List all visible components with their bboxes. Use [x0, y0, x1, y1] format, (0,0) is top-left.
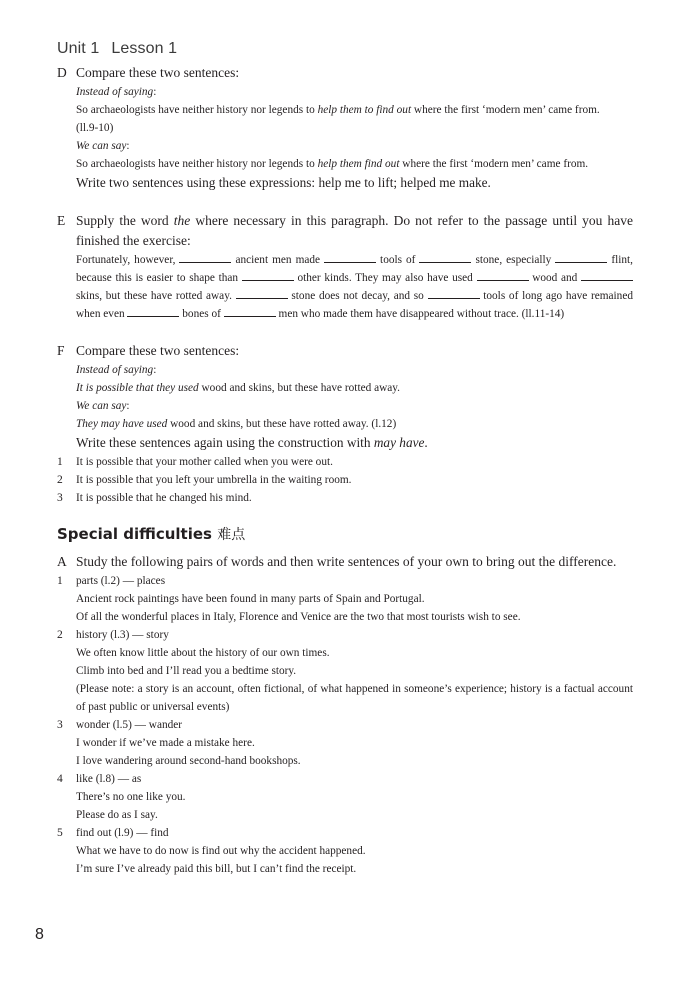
example-line: Of all the wonderful places in Italy, Florence and Venice are the two that most tourists wish to see. [76, 611, 521, 623]
exercise-heading: Compare these two sentences: [76, 65, 240, 80]
fill-in-blank[interactable] [555, 252, 607, 263]
example-sentence-2: So archaeologists have neither history nor legends to help them find out where the first ‘modern men’ came from. [76, 158, 589, 170]
example-line: There’s no one like you. [76, 791, 186, 803]
example-line: Please do as I say. [76, 809, 158, 821]
paragraph-text: skins, but these have rotted away. [76, 290, 236, 302]
paragraph-text: Fortunately, however, [76, 254, 180, 266]
fill-in-paragraph [57, 251, 633, 323]
word-pair-item [57, 626, 633, 716]
fill-in-blank[interactable] [242, 270, 294, 281]
example-line: I wonder if we’ve made a mistake here. [76, 737, 255, 749]
word-pair-item [57, 824, 633, 878]
exercise-instruction: Write these sentences again using the construction with may have. [76, 435, 428, 450]
paragraph-text: bones of [179, 308, 224, 320]
we-can-say: We can say: [76, 140, 130, 152]
paragraph-text: men who made them have disappeared without trace. (ll.11-14) [275, 308, 565, 320]
line-reference: (ll.9-10) [76, 122, 114, 134]
example-sentence-1: It is possible that they used wood and skins, but these have rotted away. [76, 382, 400, 394]
lesson-label: Lesson 1 [111, 40, 178, 57]
item-number: 3 [57, 492, 63, 504]
note: (Please note: a story is an account, often fictional, of what happened in someone’s experience; history is a factual account of past public or universal events) [76, 683, 633, 713]
fill-in-blank[interactable] [419, 252, 471, 263]
fill-in-blank[interactable] [428, 288, 480, 299]
word-pair: parts (l.2) — places [76, 575, 166, 587]
example-line: I love wandering around second-hand bookshops. [76, 755, 301, 767]
item-number: 5 [57, 827, 63, 839]
page-number: 8 [35, 926, 44, 943]
textbook-page [57, 38, 633, 878]
section-title: Special difficulties 难点 [57, 525, 246, 543]
exercise-d [57, 63, 633, 193]
exercise-f [57, 341, 633, 507]
section-title-chinese: 难点 [217, 527, 246, 543]
exercise-label: D [57, 65, 67, 80]
exercise-instruction: Study the following pairs of words and then write sentences of your own to bring out the difference. [76, 554, 617, 569]
exercise-heading: Compare these two sentences: [76, 343, 240, 358]
item-text: It is possible that you left your umbrella in the waiting room. [76, 474, 352, 486]
example-line: I’m sure I’ve already paid this bill, but I can’t find the receipt. [76, 863, 357, 875]
running-header [57, 38, 633, 60]
paragraph-text: ancient men made [231, 254, 325, 266]
word-pair-item [57, 770, 633, 824]
paragraph-text: stone does not decay, and so [287, 290, 428, 302]
word-pair: find out (l.9) — find [76, 827, 169, 839]
paragraph-text: other kinds. They may also have used [293, 272, 477, 284]
exercise-label: F [57, 343, 65, 358]
word-pair: history (l.3) — story [76, 629, 169, 641]
paragraph-text: tools of [376, 254, 420, 266]
paragraph-text: flint, because this is easier to shape than [76, 254, 634, 284]
word-pair-item [57, 716, 633, 770]
fill-in-blank[interactable] [236, 288, 288, 299]
word-pair: like (l.8) — as [76, 773, 142, 785]
exercise-label: E [57, 213, 66, 228]
item-number: 2 [57, 474, 63, 486]
example-line: Ancient rock paintings have been found in many parts of Spain and Portugal. [76, 593, 425, 605]
numbered-item [57, 471, 633, 489]
exercise-heading: Supply the word the where necessary in this paragraph. Do not refer to the passage until you have finished the exercise: [76, 213, 633, 248]
paragraph-text: stone, especially [471, 254, 556, 266]
item-number: 2 [57, 629, 63, 641]
exercise-instruction: Write two sentences using these expressions: help me to lift; helped me make. [76, 175, 491, 190]
fill-in-blank[interactable] [179, 252, 231, 263]
example-line: We often know little about the history of our own times. [76, 647, 330, 659]
numbered-item [57, 489, 633, 507]
item-number: 4 [57, 773, 63, 785]
item-number: 3 [57, 719, 63, 731]
example-sentence-2: They may have used wood and skins, but these have rotted away. (l.12) [76, 418, 397, 430]
paragraph-text: wood and [528, 272, 581, 284]
numbered-item [57, 453, 633, 471]
exercise-label: A [57, 554, 67, 569]
item-text: It is possible that he changed his mind. [76, 492, 252, 504]
item-text: It is possible that your mother called when you were out. [76, 456, 333, 468]
fill-in-blank[interactable] [324, 252, 376, 263]
example-sentence-1: So archaeologists have neither history nor legends to help them to find out where the first ‘modern men’ came from. [76, 104, 600, 116]
example-line: What we have to do now is find out why the accident happened. [76, 845, 366, 857]
word-pair: wonder (l.5) — wander [76, 719, 183, 731]
fill-in-blank[interactable] [127, 306, 179, 317]
instead-of-saying: Instead of saying: [76, 364, 157, 376]
item-number: 1 [57, 456, 63, 468]
instead-of-saying: Instead of saying: [76, 86, 157, 98]
paragraph-text: tools of long ago have remained when even [76, 290, 633, 320]
item-number: 1 [57, 575, 63, 587]
we-can-say: We can say: [76, 400, 130, 412]
fill-in-blank[interactable] [581, 270, 633, 281]
fill-in-blank[interactable] [477, 270, 529, 281]
example-line: Climb into bed and I’ll read you a bedtime story. [76, 665, 297, 677]
word-pair-item [57, 572, 633, 626]
exercise-e [57, 211, 633, 323]
unit-label: Unit 1 [57, 40, 100, 57]
special-difficulties-section [57, 523, 633, 878]
fill-in-blank[interactable] [224, 306, 276, 317]
